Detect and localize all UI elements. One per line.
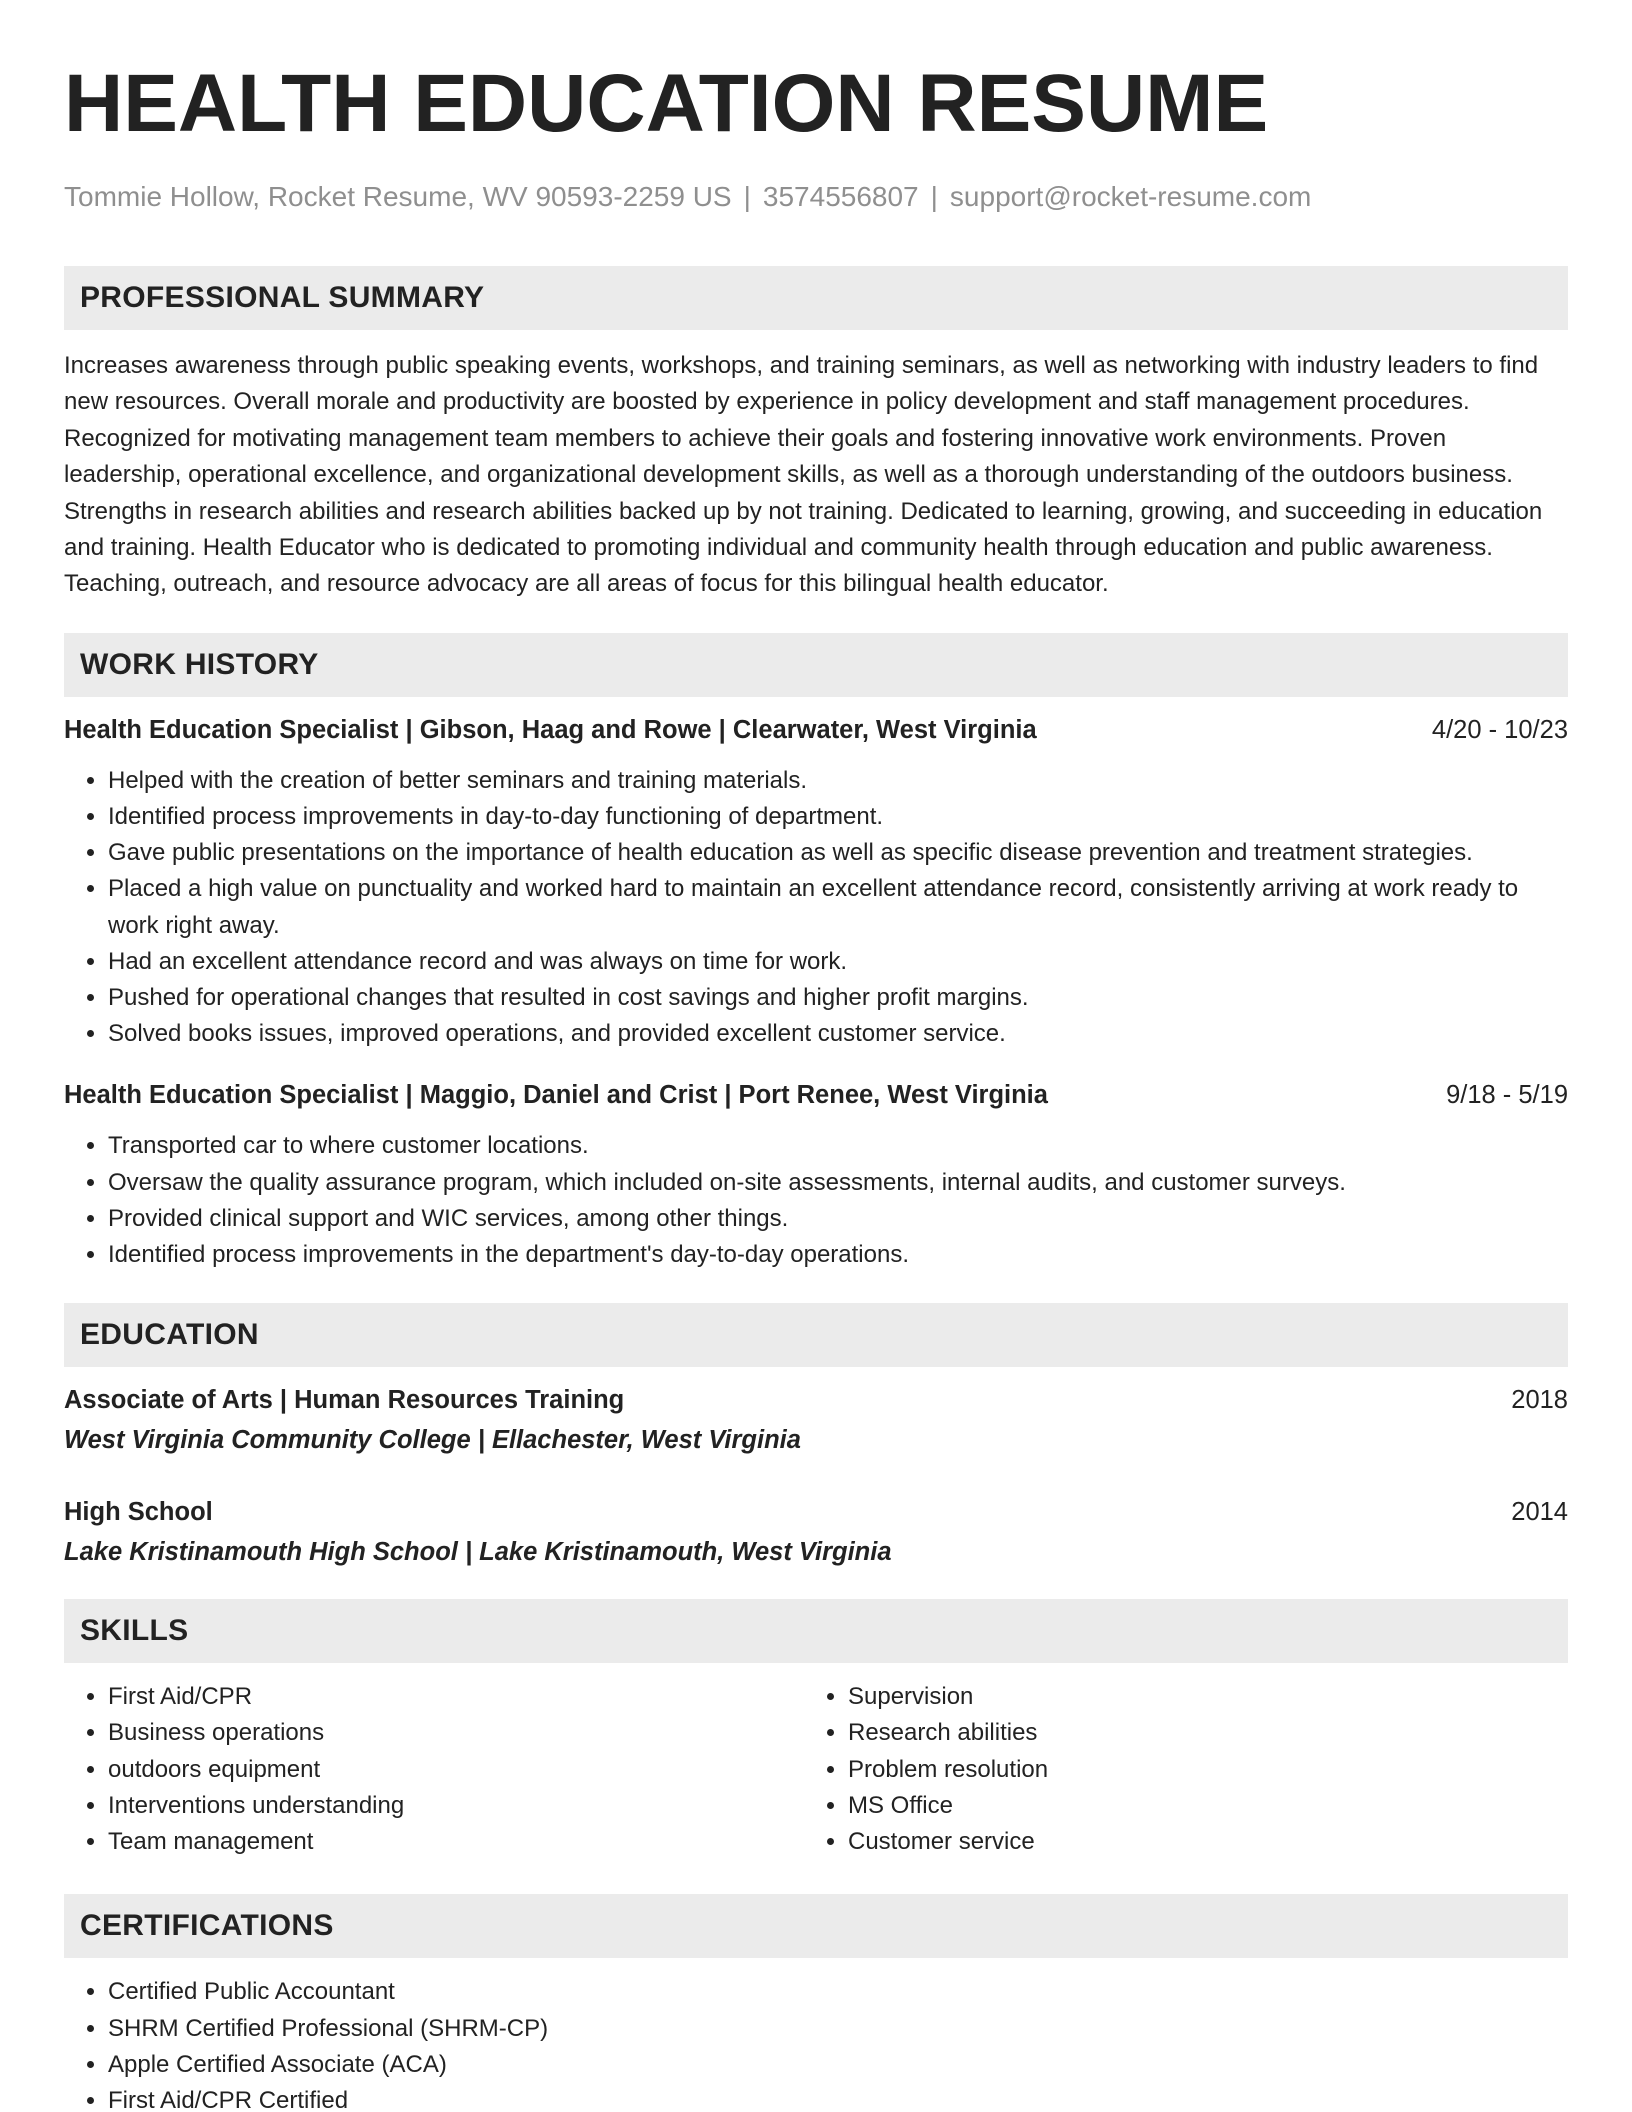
list-item: • SHRM Certified Professional (SHRM-CP): [108, 2011, 1568, 2047]
contact-phone: 3574556807: [762, 181, 919, 212]
list-item: • Provided clinical support and WIC services, among other things.: [108, 1201, 1568, 1237]
list-item: • Solved books issues, improved operations, and provided excellent customer service.: [108, 1016, 1568, 1052]
list-item: • Interventions understanding: [108, 1788, 804, 1824]
section-header-certifications: CERTIFICATIONS: [64, 1894, 1568, 1958]
education-heading: [64, 1495, 1568, 1529]
list-item: • Apple Certified Associate (ACA): [108, 2047, 1568, 2083]
education-degree: Associate of Arts | Human Resources Training: [64, 1386, 625, 1415]
job-title: Health Education Specialist | Maggio, Daniel and Crist | Port Renee, West Virginia: [64, 1081, 1048, 1110]
list-item: • Had an excellent attendance record and was always on time for work.: [108, 944, 1568, 980]
contact-separator: |: [930, 181, 938, 212]
certifications-list: [64, 1974, 1568, 2112]
section-header-work-history: WORK HISTORY: [64, 633, 1568, 697]
list-item: • Oversaw the quality assurance program, which included on-site assessments, internal audits, and customer surveys.: [108, 1165, 1568, 1201]
job-heading: [64, 1078, 1568, 1112]
contact-line: [64, 180, 1568, 214]
skills-list: [64, 1679, 804, 1860]
summary-text: Increases awareness through public speaking events, workshops, and training seminars, as well as networking with industry leaders to find new resources. Overall morale and productivity are boosted by experience in policy development and staff management procedures. Recognized for motivating management team members to achieve their goals and fostering innovative work environments. Proven leadership, operational excellence, and organizational development skills, as well as a thorough understanding of the outdoors business. Strengths in research abilities and research abilities backed up by not training. Dedicated to learning, growing, and succeeding in education and training. Health Educator who is dedicated to promoting individual and community health through education and public awareness. Teaching, outreach, and resource advocacy are all areas of focus for this bilingual health educator.: [64, 352, 1543, 598]
job-dates: 9/18 - 5/19: [1446, 1081, 1568, 1110]
list-item: • Research abilities: [848, 1715, 1404, 1751]
contact-email: support@rocket-resume.com: [949, 181, 1312, 212]
section-header-education: EDUCATION: [64, 1303, 1568, 1367]
skills-column-right: [804, 1679, 1404, 1860]
list-item: • Transported car to where customer locations.: [108, 1128, 1568, 1164]
list-item: • Identified process improvements in day-to-day functioning of department.: [108, 799, 1568, 835]
contact-separator: |: [743, 181, 751, 212]
list-item: • Team management: [108, 1824, 804, 1860]
list-item: • First Aid/CPR: [108, 1679, 804, 1715]
skills-list: [804, 1679, 1404, 1860]
job-bullet-list: [64, 763, 1568, 1053]
education-degree: High School: [64, 1498, 213, 1527]
job-bullet-list: [64, 1128, 1568, 1273]
skills-columns: [64, 1679, 1568, 1860]
education-year: 2018: [1511, 1386, 1568, 1415]
contact-address: Tommie Hollow, Rocket Resume, WV 90593-2259 US: [64, 181, 732, 212]
section-header-skills: SKILLS: [64, 1599, 1568, 1663]
list-item: • MS Office: [848, 1788, 1404, 1824]
job-heading: [64, 713, 1568, 747]
list-item: • Identified process improvements in the department's day-to-day operations.: [108, 1237, 1568, 1273]
list-item: • Helped with the creation of better seminars and training materials.: [108, 763, 1568, 799]
job-title: Health Education Specialist | Gibson, Haag and Rowe | Clearwater, West Virginia: [64, 715, 1037, 744]
list-item: • Supervision: [848, 1679, 1404, 1715]
education-heading: [64, 1383, 1568, 1417]
section-header-summary: PROFESSIONAL SUMMARY: [64, 266, 1568, 330]
list-item: • Problem resolution: [848, 1752, 1404, 1788]
job-dates: 4/20 - 10/23: [1431, 715, 1568, 744]
education-school: Lake Kristinamouth High School | Lake Kristinamouth, West Virginia: [64, 1538, 892, 1567]
education-year: 2014: [1511, 1498, 1568, 1527]
list-item: • Gave public presentations on the importance of health education as well as specific disease prevention and treatment strategies.: [108, 835, 1568, 871]
resume-title: HEALTH EDUCATION RESUME: [64, 58, 1269, 149]
list-item: • outdoors equipment: [108, 1752, 804, 1788]
list-item: • Certified Public Accountant: [108, 1974, 1568, 2010]
list-item: • Placed a high value on punctuality and worked hard to maintain an excellent attendance record, consistently arriving at work ready to work right away.: [108, 871, 1568, 943]
list-item: • Business operations: [108, 1715, 804, 1751]
list-item: • Customer service: [848, 1824, 1404, 1860]
list-item: • Pushed for operational changes that resulted in cost savings and higher profit margins.: [108, 980, 1568, 1016]
education-school: West Virginia Community College | Ellachester, West Virginia: [64, 1426, 801, 1455]
skills-column-left: [64, 1679, 804, 1860]
list-item: • First Aid/CPR Certified: [108, 2083, 1568, 2112]
